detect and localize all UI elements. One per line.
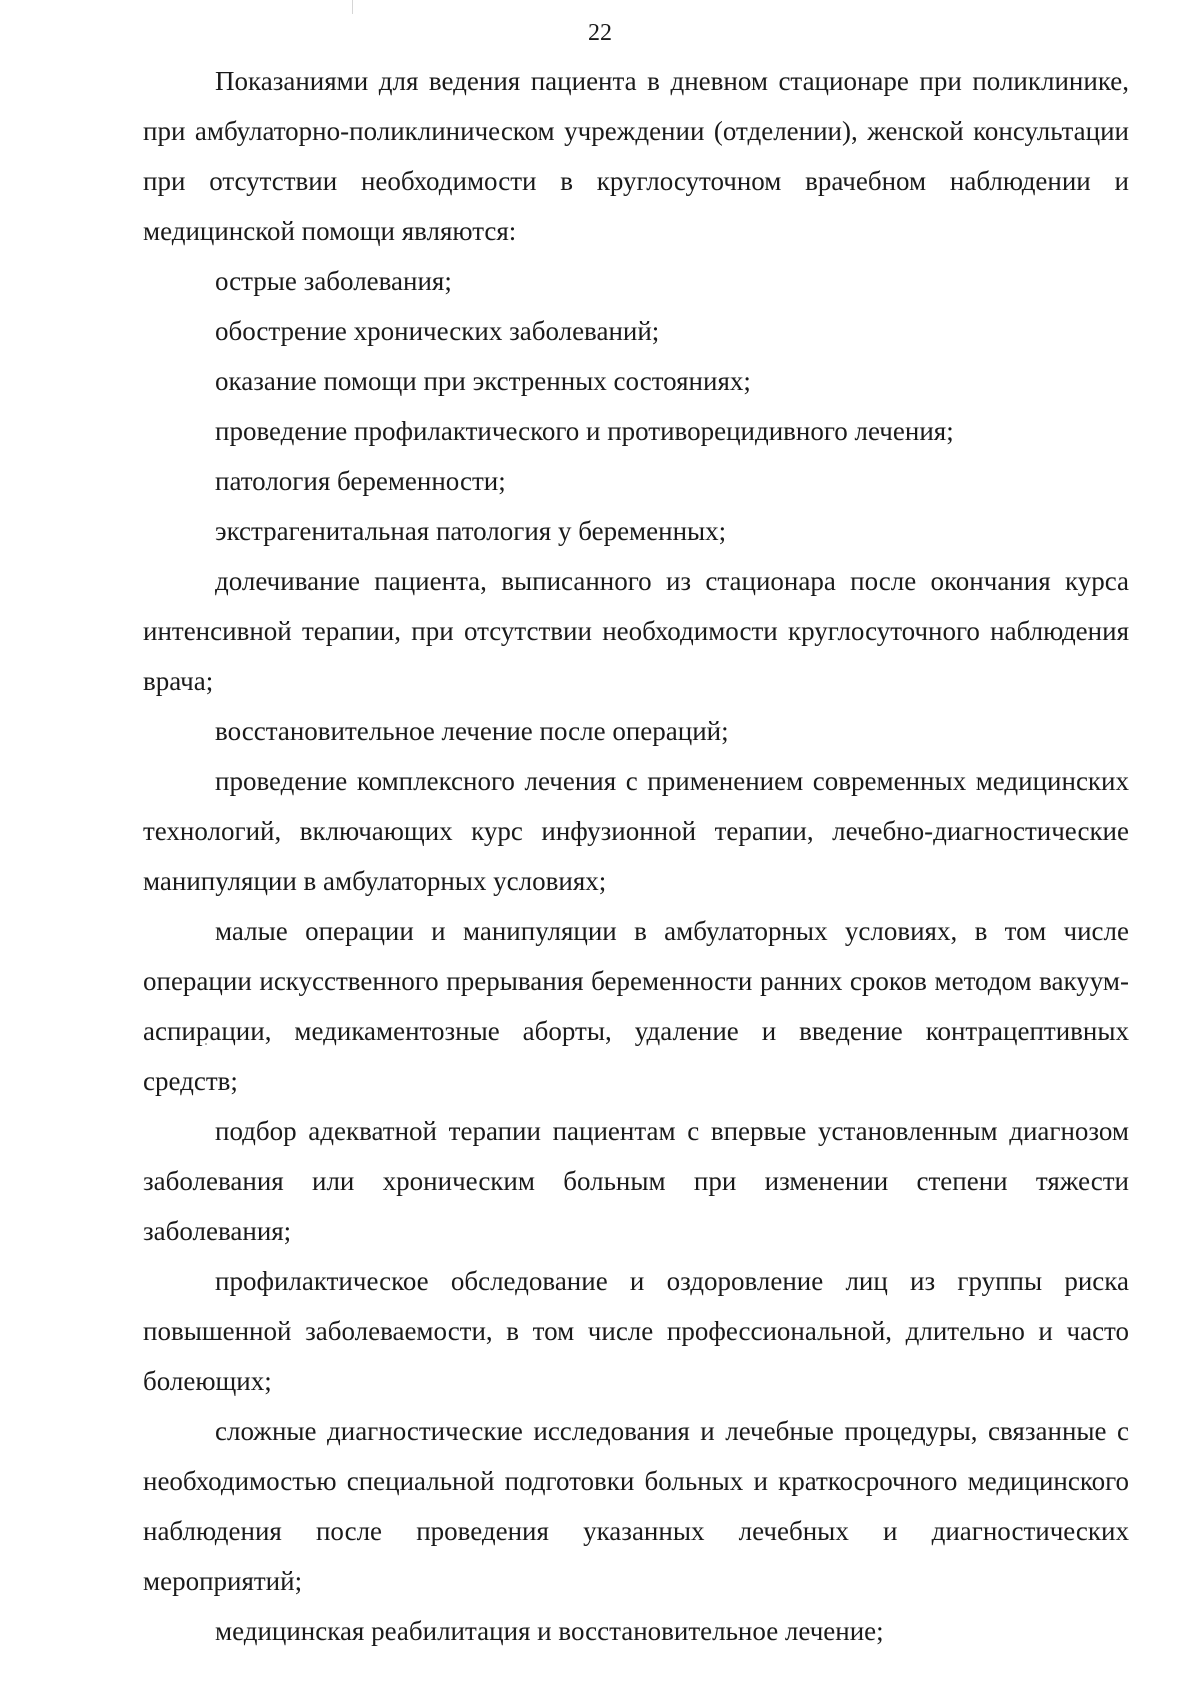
list-item-complex-diagnostics: сложные диагностические исследования и лечебные процедуры, связанные с необходимостью специальной подготовки больных и краткосрочного медицинского наблюдения после проведения указанных лечебных и диагностических мероприятий;	[143, 1416, 1129, 1596]
document-body	[143, 56, 1129, 1656]
list-item-extragenital-pathology: экстрагенитальная патология у беременных;	[215, 516, 727, 546]
list-item-emergency-care: оказание помощи при экстренных состояниях;	[215, 366, 751, 396]
list-item-therapy-selection: подбор адекватной терапии пациентам с впервые установленным диагнозом заболевания или хроническим больным при изменении степени тяжести заболевания;	[143, 1116, 1129, 1246]
list-item-chronic-exacerbation: обострение хронических заболеваний;	[215, 316, 660, 346]
list-item-acute-diseases: острые заболевания;	[215, 266, 452, 296]
intro-paragraph: Показаниями для ведения пациента в дневном стационаре при поликлинике, при амбулаторно-поликлиническом учреждении (отделении), женской консультации при отсутствии необходимости в круглосуточном врачебном наблюдении и медицинской помощи являются:	[143, 66, 1129, 246]
list-item-preventive-examination: профилактическое обследование и оздоровление лиц из группы риска повышенной заболеваемости, в том числе профессиональной, длительно и часто болеющих;	[143, 1266, 1129, 1396]
scan-artifact-line	[352, 0, 353, 14]
list-item-preventive-treatment: проведение профилактического и противорецидивного лечения;	[215, 416, 954, 446]
list-item-pregnancy-pathology: патология беременности;	[215, 466, 506, 496]
list-item-minor-operations: малые операции и манипуляции в амбулаторных условиях, в том числе операции искусственного прерывания беременности ранних сроков методом вакуум-аспирации, медикаментозные аборты, удаление и введение контрацептивных средств;	[143, 916, 1129, 1096]
page-number: 22	[588, 20, 612, 46]
list-item-aftercare: долечивание пациента, выписанного из стационара после окончания курса интенсивной терапии, при отсутствии необходимости круглосуточного наблюдения врача;	[143, 566, 1129, 696]
list-item-postoperative-recovery: восстановительное лечение после операций;	[215, 716, 729, 746]
list-item-complex-treatment: проведение комплексного лечения с применением современных медицинских технологий, включающих курс инфузионной терапии, лечебно-диагностические манипуляции в амбулаторных условиях;	[143, 766, 1129, 896]
list-item-rehabilitation: медицинская реабилитация и восстановительное лечение;	[215, 1616, 884, 1646]
